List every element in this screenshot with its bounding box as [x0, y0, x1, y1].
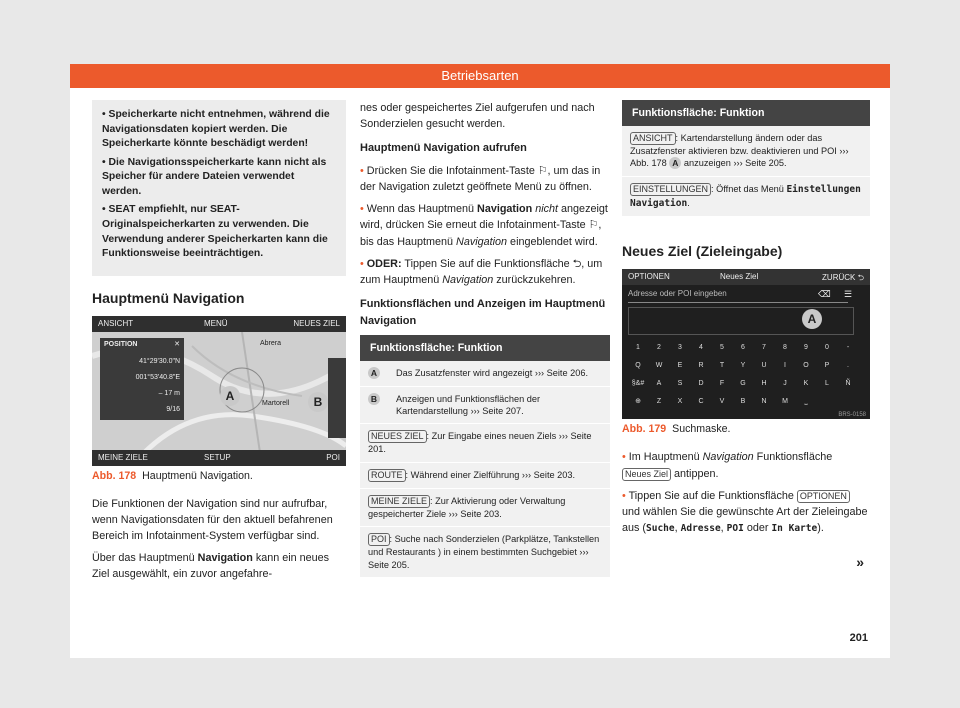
- keyboard-key[interactable]: B: [740, 398, 746, 406]
- body-text-left: Die Funktionen der Navigation sind nur aufrufbar, wenn Navigationsdaten für den aktuell befahrenen Bereich im Infotainment-System verfügbar sind. Über das Hauptmenü Navigation kann ein neues Ziel ausgewählt, ein zuvor angefahre-: [92, 497, 333, 581]
- warning-item: • Speicherkarte nicht entnehmen, während die Navigationsdaten kopiert werden. Die Speicherkarte könnte beschädigt werden!: [102, 109, 330, 150]
- keyboard-key[interactable]: 4: [699, 344, 703, 352]
- keyboard-key[interactable]: F: [719, 380, 725, 388]
- keyboard-key[interactable]: W: [655, 362, 663, 370]
- keyboard-key[interactable]: 2: [657, 344, 661, 352]
- keyboard-key[interactable]: §&#: [631, 380, 645, 388]
- backspace-icon[interactable]: ⌫: [818, 289, 831, 300]
- body-text-right: [622, 449, 870, 536]
- section-title-navigation: Hauptmenü Navigation: [92, 289, 245, 306]
- keyboard-key[interactable]: M: [782, 398, 788, 406]
- list-icon[interactable]: ☰: [844, 289, 853, 300]
- page-number: 201: [849, 632, 868, 644]
- warning-item: • Die Navigationsspeicherkarte kann nicht als Speicher für andere Dateien verwendet werden.: [102, 156, 327, 197]
- keyboard-key[interactable]: U: [761, 362, 767, 370]
- keyboard-key[interactable]: Q: [635, 362, 641, 370]
- keyboard-key[interactable]: 8: [783, 344, 787, 352]
- keyboard-key[interactable]: N: [761, 398, 767, 406]
- keyboard-key[interactable]: ⎵: [804, 398, 808, 406]
- section-title-new-destination: Neues Ziel (Zieleingabe): [622, 243, 783, 260]
- search-screen: [622, 269, 870, 419]
- keyboard-key[interactable]: I: [784, 362, 786, 370]
- keyboard-key[interactable]: 3: [678, 344, 682, 352]
- screen-title: Neues Ziel: [720, 272, 759, 282]
- figure-caption-178: Abb. 178 Hauptmenü Navigation.: [92, 469, 253, 482]
- list-item: • Im Hauptmenü Navigation Funktionsfläche Neues Ziel antippen.: [622, 451, 833, 480]
- function-table-1: Funktionsfläche: Funktion A Das Zusatzfenster wird angezeigt ››› Seite 206. B Anzeigen und Funktionsflächen der Kartendarstellung ››› Seite 207. NEUES ZIEL : Zur Eingabe eines neuen Ziels ››› Seite 201. ROUTE : Während einer Zielführung ››› Seite 203. MEINE ZIELE : Zur Aktivierung oder Verwaltung gespeicherter Ziele ››› Seite 203. POI : Suche nach Sonderzielen (Parkplätze, Tankstellen und Restaurants ) in einem bestimmten Suchgebiet ››› Seite 205.: [360, 335, 610, 578]
- keyboard-key[interactable]: L: [825, 380, 829, 388]
- warning-item: • SEAT empfiehlt, nur SEAT-Originalspeicherkarten zu verwenden. Die Verwendung anderer Speicherkarten kann die Funktionsweise beeinträchtigen.: [102, 204, 328, 260]
- keyboard-key[interactable]: A: [656, 380, 662, 388]
- table-row: A Das Zusatzfenster wird angezeigt ››› Seite 206.: [360, 361, 610, 386]
- position-panel: POSITION ✕ 41°29'30.0"N 001°53'40.8"E – 17 m 9/16: [100, 338, 184, 420]
- new-destination-button[interactable]: NEUES ZIEL: [293, 318, 340, 328]
- screen-bottom-bar: [92, 450, 346, 466]
- table-row: EINSTELLUNGEN : Öffnet das Menü Einstellungen Navigation.: [622, 176, 870, 217]
- keyboard-key[interactable]: C: [698, 398, 704, 406]
- keyboard-key[interactable]: J: [783, 380, 787, 388]
- table-row: POI : Suche nach Sonderzielen (Parkplätze, Tankstellen und Restaurants ) in einem bestimmten Suchgebiet ››› Seite 205.: [360, 527, 610, 578]
- callout-b: B: [308, 392, 328, 412]
- screen-top-bar: [92, 316, 346, 332]
- manual-page: [70, 64, 890, 658]
- continue-marker: »: [856, 554, 864, 570]
- table-row: NEUES ZIEL : Zur Eingabe eines neuen Ziels ››› Seite 201.: [360, 424, 610, 462]
- keyboard-key[interactable]: P: [824, 362, 830, 370]
- keyboard-key[interactable]: .: [847, 362, 849, 370]
- warning-box: [92, 100, 346, 276]
- section-banner: Betriebsarten: [70, 64, 890, 88]
- figure-178: ANSICHT MENÜ NEUES ZIEL POSITION ✕ 41°29'30.0"N 001°53'40.8"E – 17 m 9/16 Abrera Martorell A B MEINE ZIELE SETUP POI: [92, 316, 346, 466]
- back-button[interactable]: ZURÜCK ⮌: [822, 273, 864, 283]
- keyboard-key[interactable]: K: [803, 380, 809, 388]
- keyboard-key[interactable]: ⊕: [635, 398, 641, 406]
- keyboard-key[interactable]: 6: [741, 344, 745, 352]
- subheading-open-menu: Hauptmenü Navigation aufrufen: [360, 142, 527, 155]
- ansicht-button[interactable]: ANSICHT: [98, 318, 134, 328]
- list-item: • ODER: Tippen Sie auf die Funktionsfläche ⮌, um zum Hauptmenü Navigation zurückzukehren.: [360, 257, 603, 286]
- search-input[interactable]: Adresse oder POI eingeben: [628, 289, 848, 303]
- column-middle: nes oder gespeichertes Ziel aufgerufen und nach Sonderzielen gesucht werden. Hauptmenü Navigation aufrufen • Drücken Sie die Infotainment-Taste ⚐, um das in der Navigation zuletzt geöffnete Menü zu öffnen. • Wenn das Hauptmenü Navigation nicht angezeigt wird, drücken Sie erneut die Infotainment-Taste ⚐, bis das Hauptmenü Navigation eingeblendet wird. • ODER: Tippen Sie auf die Funktionsfläche ⮌, um zum Hauptmenü Navigation zurückzukehren. Funktionsflächen und Anzeigen im Hauptmenü Navigation Funktionsfläche: Funktion A Das Zusatzfenster wird angezeigt ››› Seite 206. B Anzeigen und Funktionsflächen der Kartendarstellung ››› Seite 207. NEUES ZIEL : Zur Eingabe eines neuen Ziels ››› Seite 201. ROUTE : Während einer Zielführung ››› Seite 203. MEINE ZIELE : Zur Aktivierung oder Verwaltung gespeicherter Ziele ››› Seite 203. POI : Suche nach Sonderzielen (Parkplätze, Tankstellen und Restaurants ) in einem bestimmten Suchgebiet ››› Seite 205.: [360, 100, 610, 578]
- screen-top-bar: [622, 269, 870, 285]
- table-row: ROUTE : Während einer Zielführung ››› Seite 203.: [360, 462, 610, 488]
- keyboard-key[interactable]: 9: [804, 344, 808, 352]
- table-row: ANSICHT : Kartendarstellung ändern oder das Zusatzfenster aktivieren bzw. deaktivieren und POI ››› Abb. 178 A anzuzeigen ››› Seite 205.: [622, 126, 870, 176]
- function-table-2: Funktionsfläche: Funktion ANSICHT : Kartendarstellung ändern oder das Zusatzfenster aktivieren bzw. deaktivieren und POI ››› Abb. 178 A anzuzeigen ››› Seite 205. EINSTELLUNGEN : Öffnet das Menü Einstellungen Navigation.: [622, 100, 870, 217]
- keyboard-key[interactable]: 1: [636, 344, 640, 352]
- table-row: B Anzeigen und Funktionsflächen der Kartendarstellung ››› Seite 207.: [360, 386, 610, 424]
- keyboard-key[interactable]: D: [698, 380, 704, 388]
- subheading-function-areas: Funktionsflächen und Anzeigen im Hauptmenü Navigation: [360, 298, 606, 327]
- keyboard-key[interactable]: G: [740, 380, 746, 388]
- keyboard-key[interactable]: R: [698, 362, 704, 370]
- callout-a: A: [220, 386, 240, 406]
- figure-code: BRS-0158: [838, 412, 866, 419]
- keyboard-key[interactable]: O: [803, 362, 809, 370]
- figure-179: [622, 269, 870, 419]
- poi-button[interactable]: POI: [326, 452, 340, 462]
- table-row: MEINE ZIELE : Zur Aktivierung oder Verwaltung gespeicherter Ziele ››› Seite 203.: [360, 488, 610, 526]
- keyboard-key[interactable]: 5: [720, 344, 724, 352]
- callout-a: A: [802, 309, 822, 329]
- list-item: • Wenn das Hauptmenü Navigation nicht angezeigt wird, drücken Sie erneut die Infotainment-Taste ⚐, bis das Hauptmenü Navigation eingeblendet wird.: [360, 203, 608, 248]
- list-item: • Tippen Sie auf die Funktionsfläche OPTIONEN und wählen Sie die gewünschte Art der Zieleingabe aus (Suche, Adresse, POI oder In Karte).: [622, 489, 868, 535]
- my-destinations-button[interactable]: MEINE ZIELE: [98, 452, 148, 462]
- keyboard-key[interactable]: 7: [762, 344, 766, 352]
- keyboard-key[interactable]: H: [761, 380, 767, 388]
- keyboard-key[interactable]: Z: [656, 398, 662, 406]
- keyboard-key[interactable]: Ñ: [845, 380, 851, 388]
- keyboard-key[interactable]: S: [677, 380, 683, 388]
- keyboard-key[interactable]: X: [677, 398, 683, 406]
- column-right: [622, 100, 870, 542]
- options-button[interactable]: OPTIONEN: [628, 272, 670, 282]
- keyboard-key[interactable]: V: [719, 398, 725, 406]
- setup-button[interactable]: SETUP: [204, 452, 231, 462]
- menu-button[interactable]: MENÜ: [204, 318, 228, 328]
- keyboard-key[interactable]: 0: [825, 344, 829, 352]
- close-icon[interactable]: ✕: [174, 340, 180, 348]
- keyboard-key[interactable]: E: [677, 362, 683, 370]
- column-left: [92, 100, 346, 589]
- keyboard-key[interactable]: -: [846, 344, 850, 352]
- list-item: • Drücken Sie die Infotainment-Taste ⚐, um das in der Navigation zuletzt geöffnete Menü zu öffnen.: [360, 164, 601, 194]
- keyboard-key[interactable]: Y: [740, 362, 746, 370]
- keyboard-key[interactable]: T: [719, 362, 725, 370]
- figure-caption-179: Abb. 179 Suchmaske.: [622, 423, 731, 436]
